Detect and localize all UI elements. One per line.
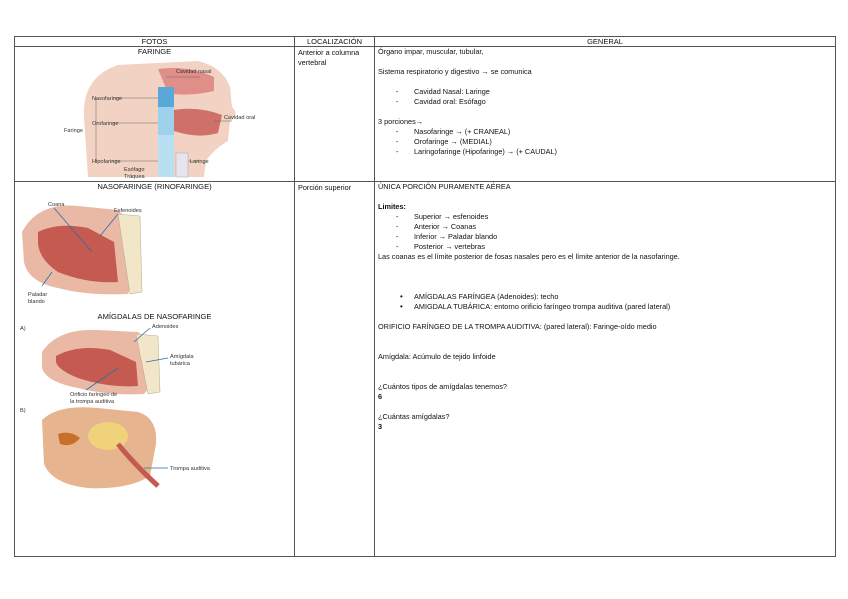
oral-cavity-shape	[168, 109, 222, 136]
notes-table	[14, 36, 836, 557]
fotos-cell-faringe	[15, 47, 295, 182]
coana-label: Coana	[48, 202, 65, 208]
list-item: • AMIGDALA TUBÁRICA: entorno orificio faríngeo trompa auditiva (pared lateral)	[378, 302, 832, 312]
row-faringe	[15, 47, 836, 182]
header-fotos: FOTOS	[15, 37, 295, 47]
list-item: - Inferior → Paladar blando	[378, 232, 832, 242]
question-1: ¿Cuántos tipos de amígdalas tenemos?	[378, 382, 507, 391]
limites-list	[378, 212, 832, 252]
paladar-label-line2: blando	[28, 299, 45, 305]
hypopharynx-shape	[158, 135, 174, 177]
list-item: - Cavidad oral: Esófago	[378, 97, 832, 107]
amigdala-label-line2: tubárica	[170, 361, 190, 367]
amigdalas-figure-title: AMÍGDALAS DE NASOFARINGE	[97, 312, 212, 321]
header-general: GENERAL	[375, 37, 836, 47]
faringe-figure-title: FARINGE	[137, 47, 172, 56]
coanas-note: Las coanas es el límite posterior de fosas nasales pero es el límite anterior de la nasofaringe.	[378, 252, 680, 261]
list-item: - Posterior → vertebras	[378, 242, 832, 252]
orificio-label-line2: la trompa auditiva	[70, 399, 115, 404]
cavidad-oral-label: Cavidad oral	[224, 115, 256, 121]
amigdalas-list	[378, 292, 832, 312]
list-item: - Orofaringe → (MEDIAL)	[378, 137, 832, 147]
question-2: ¿Cuántas amígdalas?	[378, 412, 450, 421]
esofago-label: Esófago	[124, 167, 145, 173]
general-nasofaringe	[375, 182, 836, 557]
amigdala-definition: Amígdala: Acúmulo de tejido linfoide	[378, 352, 496, 361]
answer-2: 3	[378, 422, 383, 431]
nasofaringe-illustration	[18, 192, 292, 312]
amigdala-label-line1: Amígdala	[170, 354, 194, 360]
localizacion-faringe: Anterior a columna vertebral	[295, 47, 375, 182]
orofaringe-label: Orofaringe	[92, 121, 119, 127]
faringe-line2: Sistema respiratorio y digestivo → se comunica	[378, 67, 532, 76]
list-item: - Nasofaringe → (+ CRANEAL)	[378, 127, 832, 137]
comunica-list	[378, 87, 832, 107]
trompa-auditiva-label: Trompa auditiva	[170, 466, 210, 472]
header-localizacion: LOCALIZACIÓN	[295, 37, 375, 47]
laringe-label: Laringe	[190, 159, 209, 165]
traquea-label: Tráquea	[124, 174, 145, 179]
list-item: • AMÍGDALAS FARÍNGEA (Adenoides): techo	[378, 292, 832, 302]
amigdalas-illustration-a	[18, 322, 292, 404]
limites-title: Limites:	[378, 202, 406, 211]
adenoides-label: Adenoides	[152, 324, 179, 330]
porciones-list	[378, 127, 832, 157]
row-nasofaringe	[15, 182, 836, 557]
general-faringe	[375, 47, 836, 182]
porciones-title: 3 porciones→	[378, 117, 424, 126]
nasofaringe-title: ÚNICA PORCIÓN PURAMENTE AÉREA	[378, 182, 511, 191]
trachea-shape	[176, 153, 188, 177]
oropharynx-shape	[158, 107, 174, 135]
hipofaringe-label: Hipofaringe	[92, 159, 121, 165]
cavidad-nasal-label: Cavidad nasal	[176, 69, 212, 75]
nasopharynx-shape	[158, 87, 174, 107]
localizacion-nasofaringe: Porción superior	[295, 182, 375, 557]
header-row	[15, 37, 836, 47]
nasofaringe-figure-title: NASOFARINGE (RINOFARINGE)	[97, 182, 212, 191]
list-item: - Laringofaringe (Hipofaringe) → (+ CAUDAL)	[378, 147, 832, 157]
faringe-illustration	[18, 57, 292, 179]
ear-illustration-b	[18, 404, 292, 494]
paladar-label-line1: Paladar	[28, 292, 48, 298]
list-item: - Superior → esfenoides	[378, 212, 832, 222]
list-item: - Cavidad Nasal: Laringe	[378, 87, 832, 97]
orificio-label-line1: Orificio faríngeo de	[70, 392, 118, 398]
answer-1: 6	[378, 392, 383, 401]
figure-b-label: B)	[20, 408, 26, 414]
esfenoides-label: Esfenoides	[114, 208, 142, 214]
faringe-line1: Órgano impar, muscular, tubular,	[378, 47, 484, 56]
faringe-label: Faringe	[64, 128, 83, 134]
list-item: - Anterior → Coanas	[378, 222, 832, 232]
fotos-cell-nasofaringe	[15, 182, 295, 557]
figure-a-label: A)	[20, 326, 26, 332]
orificio-line: ORIFICIO FARÍNGEO DE LA TROMPA AUDITIVA: (pared lateral): Faringe-oído medio	[378, 322, 657, 331]
nasofaringe-label: Nasofaringe	[92, 96, 123, 102]
